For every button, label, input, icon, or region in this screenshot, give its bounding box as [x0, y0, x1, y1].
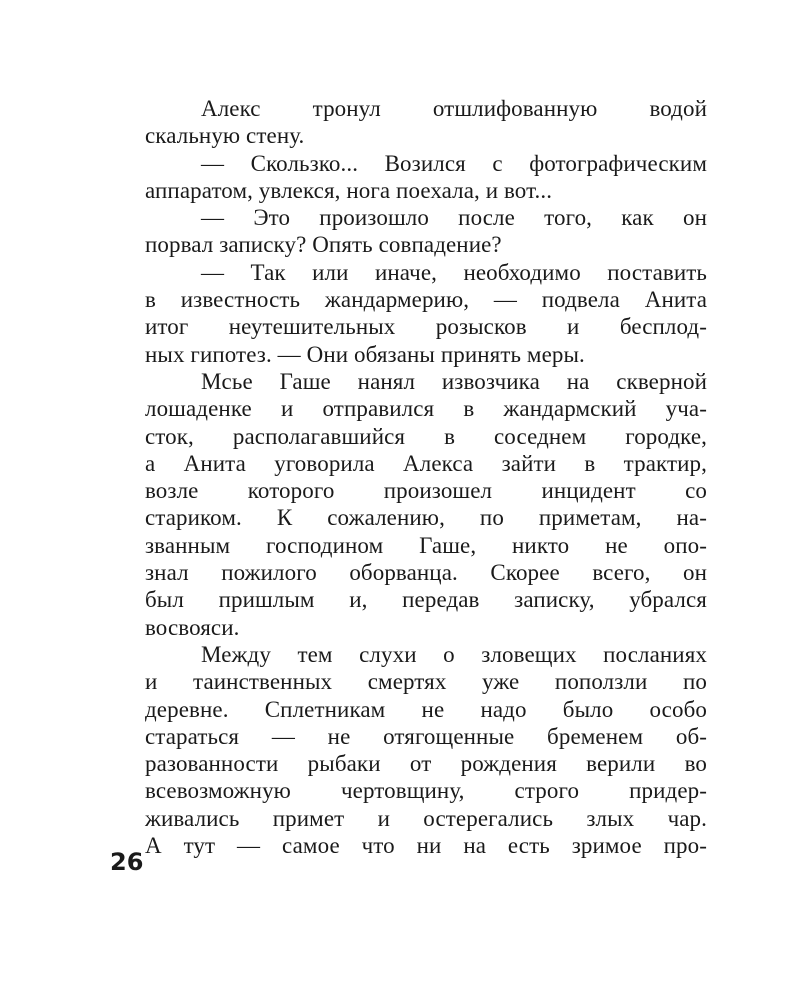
text-line: деревне. Сплетникам не надо было особо — [145, 696, 707, 722]
text-line: возле которого произошел инцидент со — [145, 478, 707, 504]
text-line: ных гипотез. — Они обязаны принять меры. — [145, 341, 585, 367]
text-line: — Скользко... Возился с фотографическим — [201, 150, 707, 176]
text-line: скальную стену. — [145, 123, 305, 149]
text-line: — Так или иначе, необходимо поставить — [201, 259, 707, 285]
text-line: стариком. К сожалению, по приметам, на- — [145, 505, 707, 531]
text-line: в известность жандармерию, — подвела Анита — [145, 287, 707, 313]
text-line: итог неутешительных розысков и бесплод- — [145, 314, 707, 340]
text-line: Мсье Гаше нанял извозчика на скверной — [201, 368, 707, 394]
text-line: и таинственных смертях уже поползли по — [145, 669, 707, 695]
text-line: сток, располагавшийся в соседнем городке, — [145, 423, 707, 449]
text-line: Между тем слухи о зловещих посланиях — [201, 641, 707, 667]
text-line: был пришлым и, передав записку, убрался — [145, 587, 707, 613]
text-line: Алекс тронул отшлифованную водой — [201, 96, 707, 121]
text-line: порвал записку? Опять совпадение? — [145, 232, 502, 258]
body-text — [145, 95, 707, 859]
text-line: званным господином Гаше, никто не опо- — [145, 532, 707, 558]
text-line: знал пожилого оборванца. Скорее всего, он — [145, 560, 707, 586]
text-line: А тут — самое что ни на есть зримое про- — [145, 833, 707, 859]
page-number: 26 — [110, 848, 144, 876]
text-line: лошаденке и отправился в жандармский уча- — [145, 396, 707, 422]
text-line: а Анита уговорила Алекса зайти в трактир, — [145, 450, 707, 476]
text-line: всевозможную чертовщину, строго придер- — [145, 778, 707, 804]
text-line: аппаратом, увлекся, нога поехала, и вот... — [145, 177, 553, 203]
text-line: — Это произошло после того, как он — [201, 205, 707, 231]
text-line: стараться — не отягощенные бременем об- — [145, 723, 707, 749]
text-line: разованности рыбаки от рождения верили во — [145, 751, 707, 777]
text-line: восвояси. — [145, 614, 240, 640]
text-line: живались примет и остерегались злых чар. — [145, 805, 707, 831]
